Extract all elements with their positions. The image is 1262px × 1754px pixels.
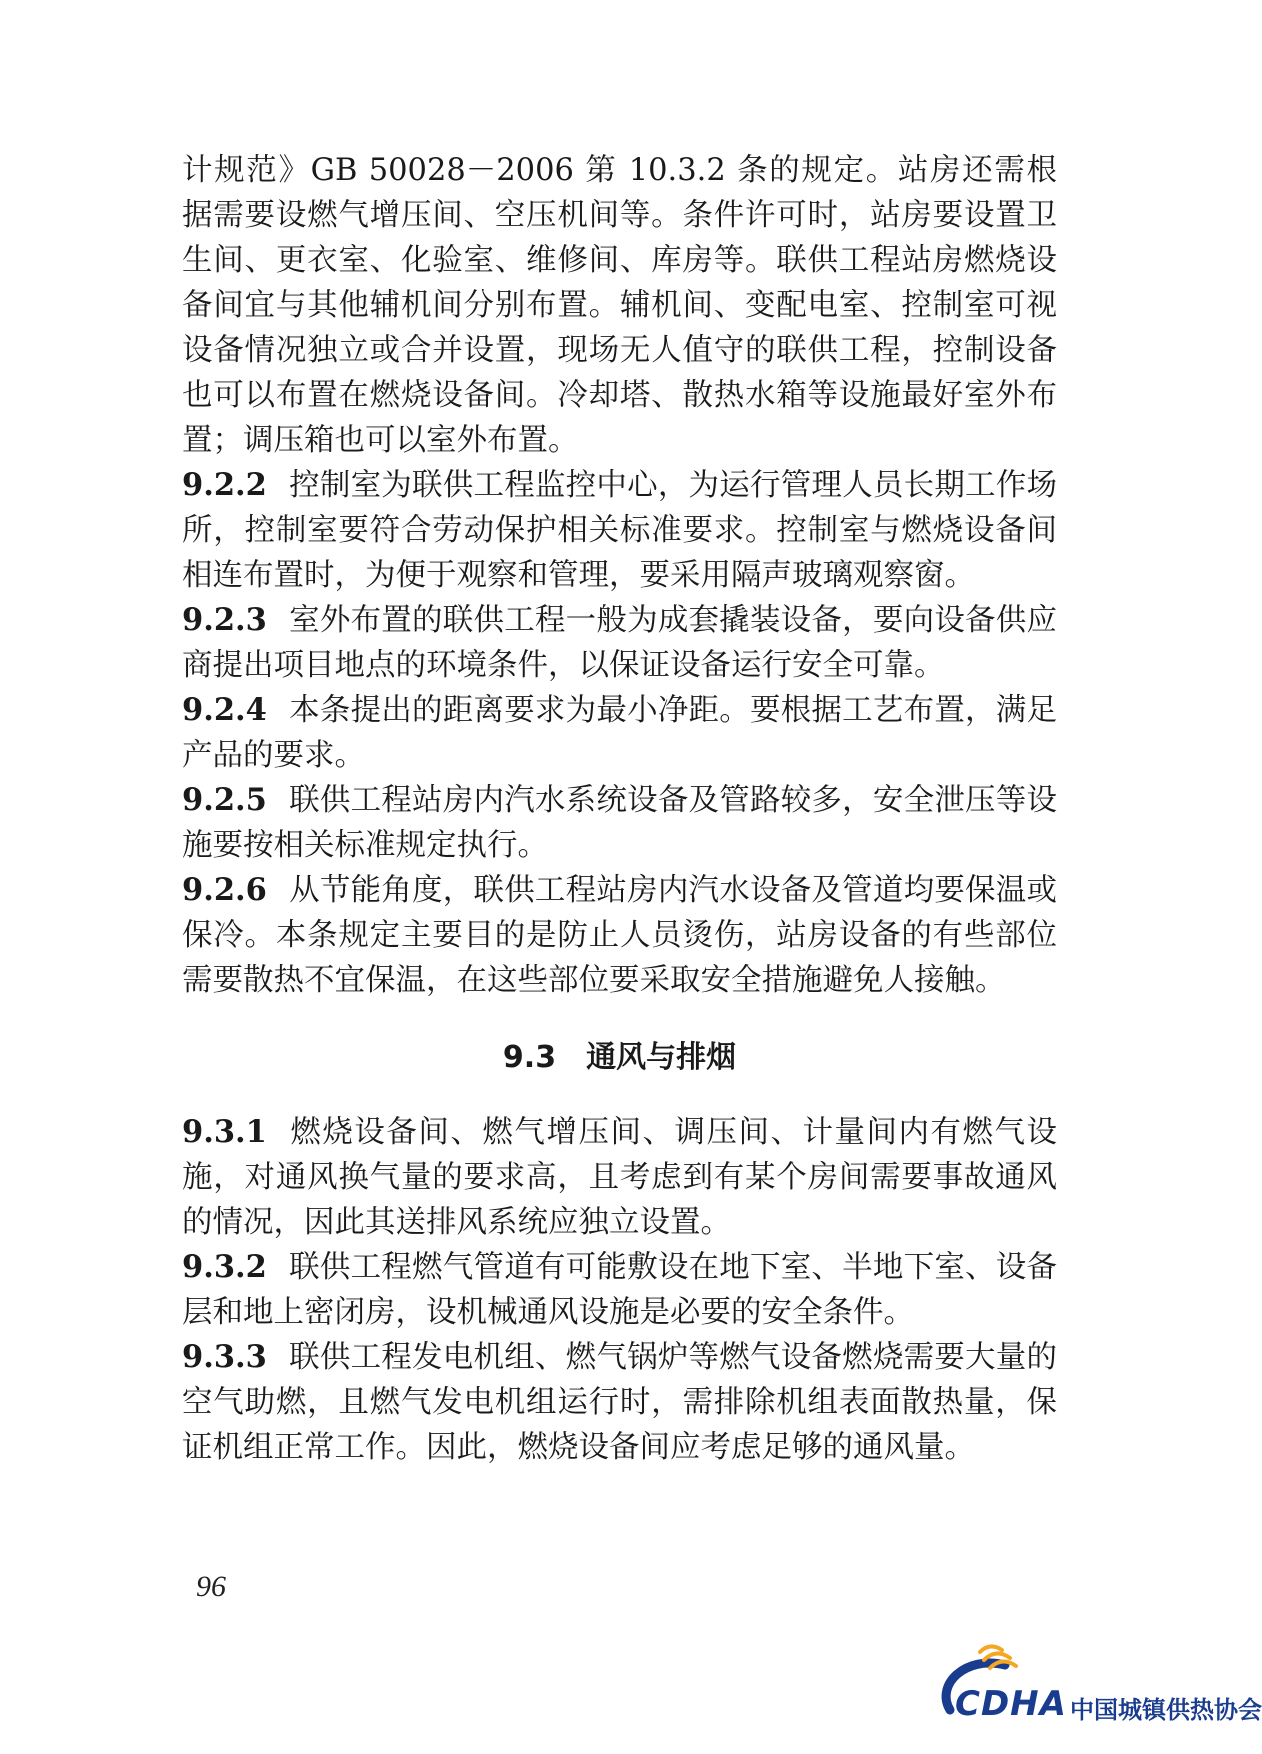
paragraphs-bottom [182, 1110, 1057, 1470]
clause-9-3-1 [182, 1110, 1057, 1245]
clause-number: 9.2.3 [182, 602, 267, 638]
clause-9-3-2 [182, 1245, 1057, 1335]
clause-9-2-3 [182, 598, 1057, 688]
clause-9-2-5 [182, 778, 1057, 868]
clause-number: 9.2.4 [182, 692, 267, 728]
clause-number: 9.2.6 [182, 872, 267, 908]
logo-abbreviation: CDHA [955, 1684, 1067, 1724]
clause-number: 9.3.2 [182, 1249, 267, 1285]
clause-9-2-6 [182, 868, 1057, 1003]
clause-number: 9.3.3 [182, 1339, 267, 1375]
document-body [182, 148, 1057, 1470]
clause-9-2-2 [182, 463, 1057, 598]
clause-text: 室外布置的联供工程一般为成套撬装设备，要向设备供应商提出项目地点的环境条件，以保证设备运行安全可靠。 [182, 603, 1057, 683]
clause-text: 本条提出的距离要求为最小净距。要根据工艺布置，满足产品的要求。 [182, 693, 1057, 773]
clause-text: 联供工程发电机组、燃气锅炉等燃气设备燃烧需要大量的空气助燃，且燃气发电机组运行时，需排除机组表面散热量，保证机组正常工作。因此，燃烧设备间应考虑足够的通风量。 [182, 1340, 1057, 1465]
clause-9-3-3 [182, 1335, 1057, 1470]
page-number: 96 [196, 1570, 226, 1603]
clause-9-2-4 [182, 688, 1057, 778]
section-heading [182, 1035, 1057, 1080]
section-title: 通风与排烟 [586, 1040, 737, 1075]
clause-text: 控制室为联供工程监控中心，为运行管理人员长期工作场所，控制室要符合劳动保护相关标准要求。控制室与燃烧设备间相连布置时，为便于观察和管理，要采用隔声玻璃观察窗。 [182, 468, 1057, 593]
paragraph: 计规范》GB 50028－2006 第 10.3.2 条的规定。站房还需根据需要设燃气增压间、空压机间等。条件许可时，站房要设置卫生间、更衣室、化验室、维修间、库房等。联供工程站房燃烧设备间宜与其他辅机间分别布置。辅机间、变配电室、控制室可视设备情况独立或合并设置，现场无人值守的联供工程，控制设备也可以布置在燃烧设备间。冷却塔、散热水箱等设施最好室外布置；调压箱也可以室外布置。 [182, 153, 1057, 458]
clause-number: 9.2.2 [182, 467, 267, 503]
clause-number: 9.3.1 [182, 1114, 267, 1150]
clause-number: 9.2.5 [182, 782, 267, 818]
clause-text: 联供工程站房内汽水系统设备及管路较多，安全泄压等设施要按相关标准规定执行。 [182, 783, 1057, 863]
paragraphs-top [182, 148, 1057, 1003]
organization-name: 中国城镇供热协会 [1070, 1696, 1262, 1724]
section-number: 9.3 [502, 1040, 557, 1075]
clause-text: 联供工程燃气管道有可能敷设在地下室、半地下室、设备层和地上密闭房，设机械通风设施是必要的安全条件。 [182, 1250, 1057, 1330]
clause-text: 燃烧设备间、燃气增压间、调压间、计量间内有燃气设施，对通风换气量的要求高，且考虑到有某个房间需要事故通风的情况，因此其送排风系统应独立设置。 [182, 1115, 1057, 1240]
clause-text: 从节能角度，联供工程站房内汽水设备及管道均要保温或保冷。本条规定主要目的是防止人员烫伤，站房设备的有些部位需要散热不宜保温，在这些部位要采取安全措施避免人接触。 [182, 873, 1057, 998]
